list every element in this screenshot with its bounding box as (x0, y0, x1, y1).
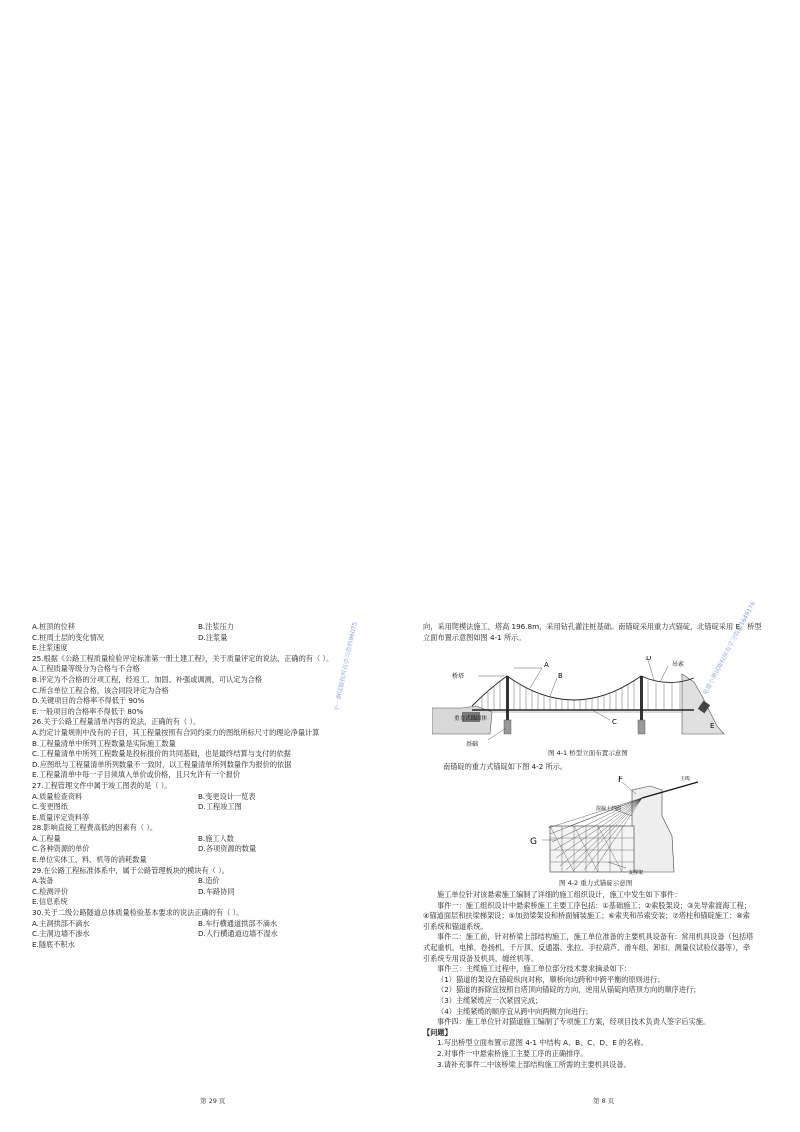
right-watermark: 电建小测试版权所有学习资料3649176 (701, 600, 758, 697)
option-row (32, 643, 384, 654)
question-line: 30.关于二级公路隧道总体质量检验基本要求的说法正确的有（ ）。 (32, 908, 244, 918)
option-row (32, 844, 384, 855)
hangers (482, 680, 680, 710)
foundation (504, 720, 511, 734)
event-line: （1）猫道的架设在锚碇纵向对称，顺桥向边跨和中跨平衡的原则进行； (437, 974, 665, 984)
option-right: B.造价 (198, 876, 220, 886)
option-right: D.工程竣工图 (198, 802, 242, 812)
event-line: （2）猫道的拆除宜按照自塔顶向锚碇的方向，逆用从锚碇向塔顶方向的顺序进行； (437, 985, 701, 995)
event-line: （4）主缆紧缆的顺序宜从跨中向两侧方向进行； (437, 1006, 593, 1016)
question-line: B.评定为不合格的分项工程，经返工、加固、补强或调测，可认定为合格 (32, 674, 263, 684)
option-left: A.主洞拱部不滴水 (32, 918, 90, 928)
event-line: 式起重机、电梯、卷扬机、千斤顶、反通器、张拉、手拉葫芦、滑车组、卸扣、测量仪试验仪器等），牵 (423, 942, 751, 952)
option-right: D.车路协同 (198, 886, 235, 896)
option-row (32, 897, 384, 908)
left-page-number: 第 29 页 (200, 1097, 226, 1105)
option-row (32, 876, 384, 887)
option-right: D.注浆量 (198, 632, 228, 642)
label-b: B (558, 672, 563, 680)
event-line: （3）主缆紧缆应一次紧固完成； (437, 995, 543, 1005)
question-item: 2.对事件一中悬索桥施工主要工序的正确排序。 (437, 1048, 588, 1058)
label-f: F (618, 776, 624, 785)
question-line: E.工程量清单中每一子目须填入单价或价格，且只允许有一个报价 (32, 770, 241, 780)
figure-4-1 (432, 656, 732, 750)
question-line: D.应图纸与工程量清单所列数量不一致时，以工程量清单所列数量作为报价的依据 (32, 759, 292, 769)
event-line: 引系统专用设备及机具，缠丝机等。 (423, 953, 539, 963)
left-page (32, 622, 384, 950)
questions-title: 【问题】 (423, 1027, 452, 1037)
option-left: E.信息系统 (32, 897, 68, 907)
option-right: D.各项资源的数量 (198, 844, 257, 854)
question-line: 27.工程管理文件中属于竣工图表的是（ ）。 (32, 780, 172, 790)
option-row (32, 792, 384, 803)
option-left: E.隧底不积水 (32, 939, 75, 949)
option-row (32, 855, 384, 866)
option-row (32, 802, 384, 813)
intro-line: 立面布置示意图如图 4-1 所示。 (423, 632, 526, 642)
option-left: C.主洞边墙不渗水 (32, 929, 90, 939)
option-right: B.变更设计一览表 (198, 791, 256, 801)
option-row (32, 929, 384, 940)
figure-4-1-caption: 图 4-1 桥型立面布置示意图 (548, 749, 628, 757)
event-line: 施工单位针对该悬索施工编制了详细的施工组织设计，施工中发生如下事件： (437, 890, 682, 899)
question-item: 1.写出桥型立面布置示意图 4-1 中结构 A、B、C、D、E 的名称。 (437, 1038, 648, 1048)
event-line: 事件三：主缆施工过程中，施工单位部分技术要求摘录如下： (437, 964, 632, 974)
right-page-number: 第 8 页 (593, 1097, 615, 1105)
question-item: 3.请补充事件二中该桥梁上部结构施工所需的主要机具设备。 (437, 1059, 631, 1069)
option-left: A.质量检查资料 (32, 791, 83, 801)
option-row (32, 887, 384, 898)
option-left: E.单位实体工、料、机等的消耗数量 (32, 855, 147, 865)
option-left: E.注浆速度 (32, 643, 68, 653)
label-main-cable: 主缆 (680, 776, 691, 782)
question-line: 28.影响直接工程费高低的因素有（ ）。 (32, 823, 158, 833)
question-line: 29.在公路工程标准体系中，属于公路管理板块的模块有（ ）。 (32, 865, 229, 875)
intro-line: 向，采用爬模法施工，塔高 196.8m，采用钻孔灌注桩基础。南锚碇采用重力式锚碇，北锚碇采用 E。桥型 (423, 622, 762, 631)
option-left: A.桩顶的位移 (32, 622, 76, 631)
option-right: B.施工人数 (198, 833, 234, 843)
option-row (32, 622, 384, 633)
question-line: C.所含单位工程合格，该合同段评定为合格 (32, 685, 169, 695)
question-line: D.关键项目的合格率不得低于 90% (32, 696, 145, 706)
figure-4-2 (512, 776, 702, 876)
events-block (423, 890, 775, 1070)
label-cable: 吊索 (672, 661, 685, 668)
right-page (423, 622, 775, 643)
event-line: 引系统和锚道系统。 (423, 921, 488, 931)
label-g: G (530, 837, 537, 847)
question-line: B.工程量清单中所列工程数量是实际施工数量 (32, 738, 176, 748)
option-left: A.装备 (32, 876, 54, 886)
intro-text (423, 622, 775, 643)
option-left: C.桩周土层的变化情况 (32, 632, 104, 642)
question-line: A.约定计量规则中没有的子目，其工程量按照有合同约束力的图纸所标尺寸的理论净量计算 (32, 727, 320, 737)
question-line: C.工程量清单中所列工程数量是投标报价的共同基础，也是最终结算与支付的依据 (32, 749, 291, 759)
option-right: D.人行横通道边墙不湿水 (198, 929, 278, 939)
option-row (32, 919, 384, 930)
event-line: 事件四：施工单位针对猫道施工编制了专项施工方案，经项目技术负责人签字后实施。 (437, 1017, 711, 1027)
label-d: D (646, 656, 652, 662)
event-line: 事件一：施工组织设计中悬索桥施工主要工序包括：①基础施工；②索股架设；③先导索渡海工程； (437, 900, 752, 910)
option-right: B.车行横通道拱部不滴水 (198, 918, 278, 928)
option-left: C.各种资源的单价 (32, 844, 90, 854)
option-row (32, 813, 384, 824)
label-support: 支撑架 (628, 870, 644, 876)
event-line: ④锚道面层和扶梁梯架设；⑤加劲梁架设和桥面铺装施工；⑥索夹和吊索安装；⑦塔柱和锚碇施工；⑧索 (423, 911, 750, 921)
figure-4-2-caption: 图 4-2 重力式锚碇示意图 (559, 879, 633, 887)
label-a: A (544, 661, 549, 669)
left-watermark: 小一测试版权所有学习资料96075 (332, 621, 359, 712)
option-left: E.质量评定资料等 (32, 812, 90, 822)
option-row (32, 633, 384, 644)
option-left: C.变更图纸 (32, 802, 69, 812)
event-line: 事件二：施工前，针对桥梁上部结构施工，施工单位准备的主要机具设备有：常用机具设备（包括塔 (437, 932, 754, 942)
label-anchor: 重力式锚固体 (454, 716, 488, 722)
question-line: E.一般项目的合格率不得低于 80% (32, 706, 144, 716)
label-tower: 桥塔 (452, 673, 465, 680)
label-concrete: 混凝土挡面 (596, 806, 622, 812)
option-left: A.工程量 (32, 833, 61, 843)
label-c: C (612, 718, 617, 726)
label-e: E (710, 722, 715, 730)
question-line: 26.关于公路工程量清单内容的说法，正确的有（ ）。 (32, 717, 201, 727)
option-row (32, 834, 384, 845)
question-line: A.工程质量等级分为合格与不合格 (32, 664, 140, 674)
option-right: B.注浆压力 (198, 622, 234, 631)
option-row (32, 940, 384, 951)
question-line: 25.根据《公路工程质量检验评定标准第一册土建工程》，关于质量评定的说法，正确的有（ ）。 (32, 653, 334, 663)
figure-4-2-intro: 南锚碇的重力式锚碇如下图 4-2 所示。 (443, 762, 568, 771)
option-left: C.检测评价 (32, 886, 69, 896)
label-foundation: 基础 (466, 741, 479, 748)
